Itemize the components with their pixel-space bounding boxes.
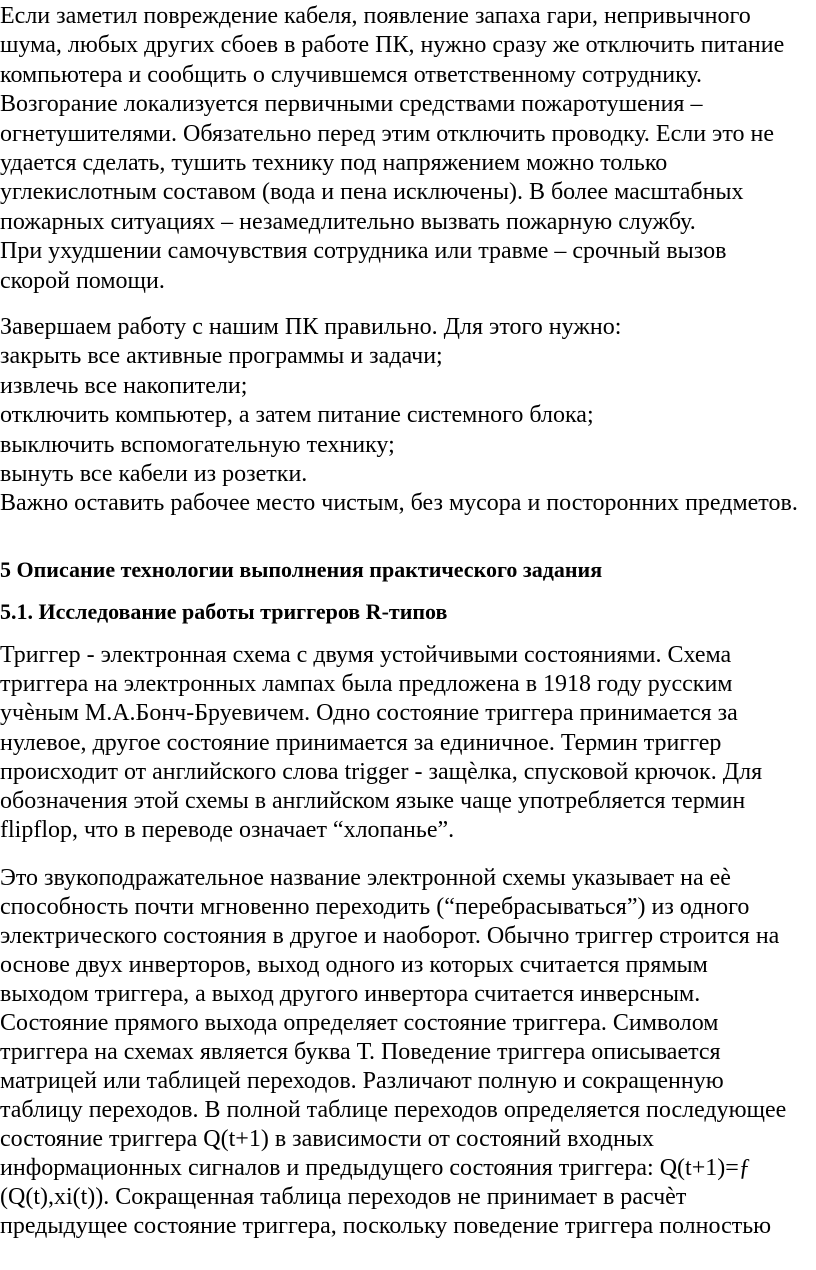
paragraph-trigger-behavior bbox=[0, 864, 816, 1241]
text-line: Триггер - электронная схема с двумя устойчивыми состояниями. Схема bbox=[0, 642, 732, 668]
text-line: нулевое, другое состояние принимается за единичное. Термин триггер bbox=[0, 729, 722, 756]
text-line: скорой помощи. bbox=[0, 267, 165, 294]
text-line: пожарных ситуациях – незамедлительно вызвать пожарную службу. bbox=[0, 208, 696, 235]
text-line: триггера на электронных лампах была предложена в 1918 году русским bbox=[0, 671, 733, 698]
text-line: триггера на схемах является буква Т. Поведение триггера описывается bbox=[0, 1039, 721, 1065]
text-line: шума, любых других сбоев в работе ПК, нужно сразу же отключить питание bbox=[0, 32, 785, 59]
text-line: (Q(t),xi(t)). Сокращенная таблица переходов не принимает в расчѐт bbox=[0, 1184, 687, 1210]
text-line: При ухудшении самочувствия сотрудника или травме – срочный вызов bbox=[0, 238, 727, 265]
text-line: учѐным М.А.Бонч-Бруевичем. Одно состояние триггера принимается за bbox=[0, 700, 738, 727]
text-line: огнетушителями. Обязательно перед этим отключить проводку. Если это не bbox=[0, 120, 775, 147]
list-item: закрыть все активные программы и задачи; bbox=[0, 343, 443, 370]
text-line: информационных сигналов и предыдущего состояния триггера: Q(t+1)=ƒ bbox=[0, 1155, 751, 1181]
list-item: отключить компьютер, а затем питание системного блока; bbox=[0, 402, 594, 429]
text-line: выходом триггера, а выход другого инвертора считается инверсным. bbox=[0, 981, 701, 1007]
text-line: предыдущее состояние триггера, поскольку поведение триггера полностью bbox=[0, 1213, 772, 1239]
text-line: обозначения этой схемы в английском языке чаще употребляется термин bbox=[0, 788, 746, 815]
intro-paragraph bbox=[0, 2, 816, 296]
text-line: компьютера и сообщить о случившемся ответственному сотруднику. bbox=[0, 61, 703, 88]
paragraph-trigger-definition bbox=[0, 641, 816, 845]
list-item: извлечь все накопители; bbox=[0, 372, 248, 399]
text-line: Возгорание локализуется первичными средствами пожаротушения – bbox=[0, 91, 703, 118]
subsection-heading: 5.1. Исследование работы триггеров R-типов bbox=[0, 599, 448, 624]
text-line: Важно оставить рабочее место чистым, без мусора и посторонних предметов. bbox=[0, 490, 798, 517]
text-line: матрицей или таблицей переходов. Различают полную и сокращенную bbox=[0, 1068, 724, 1094]
text-line: таблицу переходов. В полной таблице переходов определяется последующее bbox=[0, 1097, 787, 1123]
text-line: flipflop, что в переводе означает “хлопанье”. bbox=[0, 817, 455, 844]
text-line: Если заметил повреждение кабеля, появление запаха гари, непривычного bbox=[0, 3, 751, 29]
text-line: удается сделать, тушить технику под напряжением можно только bbox=[0, 150, 668, 177]
text-line: Это звукоподражательное название электронной схемы указывает на еѐ bbox=[0, 865, 731, 891]
text-line: основе двух инверторов, выход одного из которых считается прямым bbox=[0, 952, 708, 978]
list-item: выключить вспомогательную технику; bbox=[0, 431, 395, 458]
text-line: происходит от английского слова trigger - защѐлка, спусковой крючок. Для bbox=[0, 758, 763, 785]
text-line: Завершаем работу с нашим ПК правильно. Для этого нужно: bbox=[0, 314, 622, 340]
text-line: состояние триггера Q(t+1) в зависимости от состояний входных bbox=[0, 1126, 654, 1152]
text-line: Состояние прямого выхода определяет состояние триггера. Символом bbox=[0, 1010, 719, 1036]
list-item: вынуть все кабели из розетки. bbox=[0, 461, 308, 488]
text-line: углекислотным составом (вода и пена исключены). В более масштабных bbox=[0, 179, 744, 206]
section-heading: 5 Описание технологии выполнения практического задания bbox=[0, 557, 603, 582]
text-line: электрического состояния в другое и наоборот. Обычно триггер строится на bbox=[0, 923, 780, 949]
shutdown-steps bbox=[0, 313, 816, 519]
text-line: способность почти мгновенно переходить (“перебрасываться”) из одного bbox=[0, 894, 750, 920]
